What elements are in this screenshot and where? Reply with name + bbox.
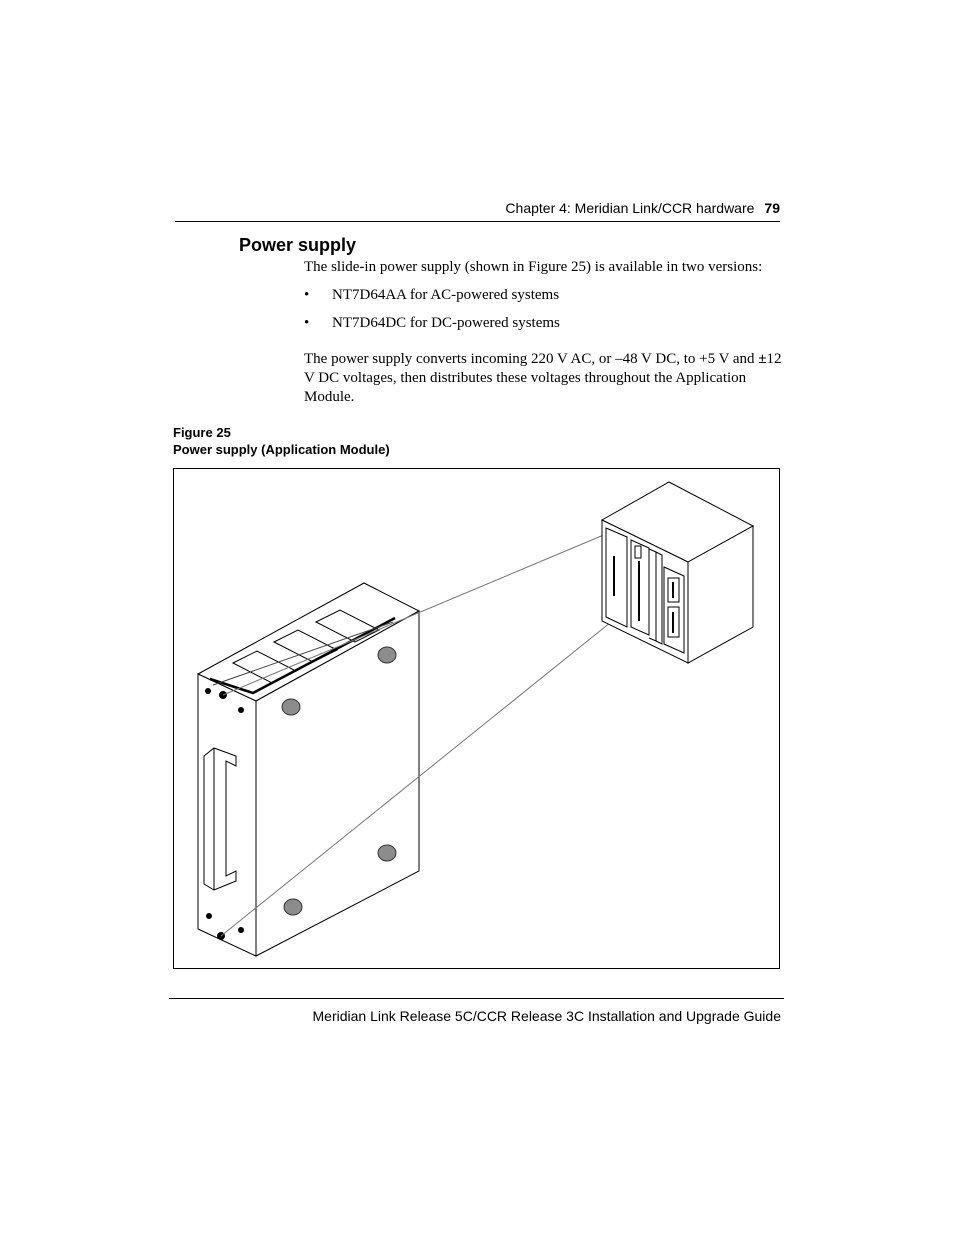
bullet-marker: • (304, 315, 310, 331)
list-item (304, 314, 560, 333)
header-rule (175, 221, 780, 222)
footer-title: Meridian Link Release 5C/CCR Release 3C Installation and Upgrade Guide (312, 1008, 781, 1024)
figure-frame (173, 468, 780, 969)
plus-minus-symbol: ± (758, 351, 767, 367)
figure-title: Power supply (Application Module) (173, 442, 390, 457)
paragraph-text-start: The power supply converts incoming 220 V AC, or –48 V DC, to +5 V and (304, 351, 759, 367)
section-title: Power supply (239, 235, 357, 255)
list-item-text: NT7D64AA for AC-powered systems (332, 287, 560, 303)
voltage-paragraph (304, 350, 784, 407)
bullet-marker: • (304, 287, 310, 303)
intro-paragraph: The slide-in power supply (shown in Figure 25) is available in two versions: (304, 259, 763, 275)
list-item (304, 286, 559, 305)
figure-number: Figure 25 (173, 425, 231, 440)
chapter-title: Chapter 4: Meridian Link/CCR hardware (505, 200, 755, 216)
page-number: 79 (764, 200, 780, 216)
power-supply-unit (198, 583, 419, 956)
paragraph-text-end: 12 V DC voltages, then distributes these voltages throughout the Application Module. (304, 351, 782, 405)
list-item-text: NT7D64DC for DC-powered systems (332, 315, 560, 331)
power-supply-illustration (174, 469, 779, 968)
application-module (602, 482, 753, 663)
footer-rule (169, 998, 784, 999)
running-header (505, 200, 780, 216)
